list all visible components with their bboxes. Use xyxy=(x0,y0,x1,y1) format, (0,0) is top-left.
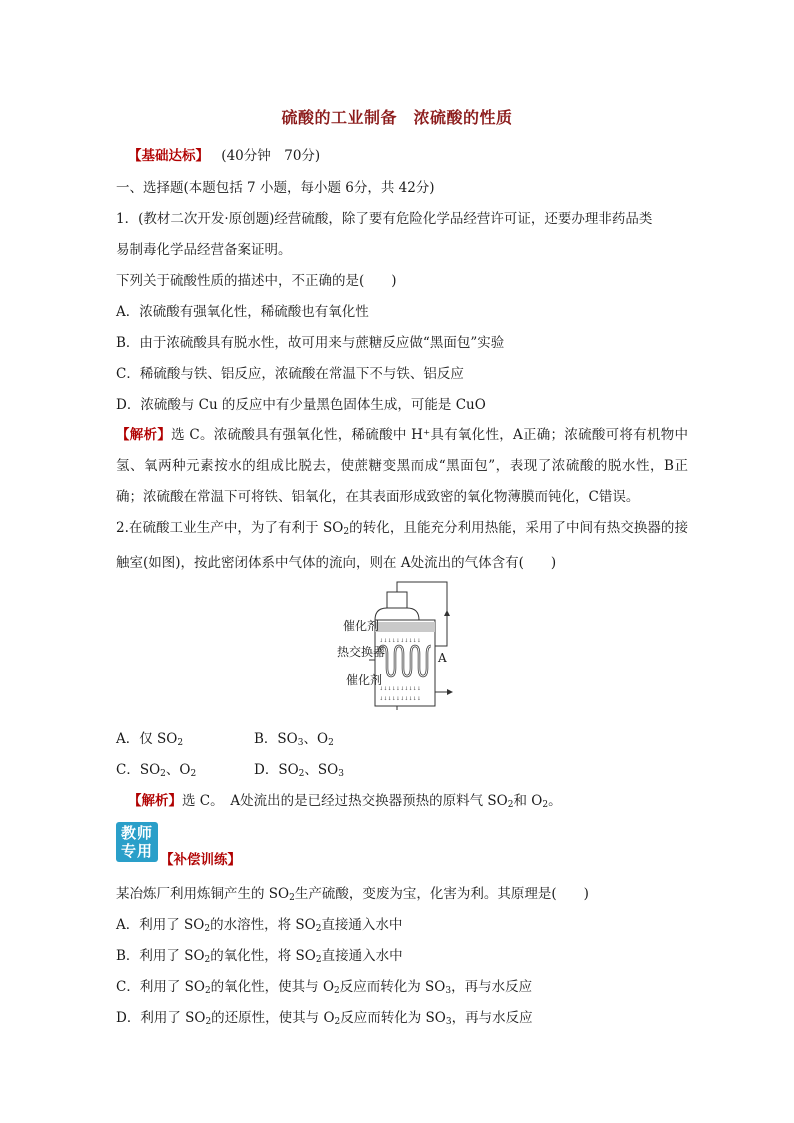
section-tag: 【基础达标】 xyxy=(128,148,209,164)
q1-stem-line1: 1．(教材二次开发·原创题)经营硫酸，除了要有危险化学品经营许可证，还要办理非药品类 xyxy=(116,211,653,227)
label-catalyst-bottom: 催化剂 xyxy=(346,673,383,687)
q1-analysis-tag: 【解析】 xyxy=(116,427,172,443)
q1-question: 下列关于硫酸性质的描述中，不正确的是( ) xyxy=(116,273,397,289)
supplement-option-a: A．利用了 $SO_2$的水溶性，将 $SO_2$直接通入水中 xyxy=(116,917,403,934)
supplement-heading xyxy=(160,850,740,870)
supplement-stem: 某冶炼厂利用炼铜产生的 $SO_2$生产硫酸，变废为宝，化害为利。其原理是( ) xyxy=(116,886,589,903)
q2-option-d: D．$SO_2$、$SO_3$ xyxy=(254,762,344,779)
q2-option-a: A．仅 $SO_2$ xyxy=(116,731,184,748)
q1-option-a: A．浓硫酸有强氧化性，稀硫酸也有氧化性 xyxy=(116,304,369,320)
q2-analysis-tag: 【解析】 xyxy=(128,793,182,809)
supplement-option-b: B．利用了 $SO_2$的氧化性，将 $SO_2$直接通入水中 xyxy=(116,948,403,965)
label-heat-exchanger: 热交换器 xyxy=(337,645,386,659)
q1-stem-line2: 易制毒化学品经营备案证明。 xyxy=(116,242,292,258)
svg-text:↓↓↓↓↓↓↓↓↓↓: ↓↓↓↓↓↓↓↓↓↓ xyxy=(379,686,421,692)
svg-text:↓↓↓↓↓↓↓↓↓↓: ↓↓↓↓↓↓↓↓↓↓ xyxy=(379,696,421,702)
q1-analysis xyxy=(116,420,688,513)
supplement-tag: 【补偿训练】 xyxy=(160,852,241,868)
svg-text:↓↓↓↓↓↓↓↓↓↓: ↓↓↓↓↓↓↓↓↓↓ xyxy=(379,638,421,644)
catalyst-layer-top xyxy=(375,622,435,632)
page-title: 硫酸的工业制备 浓硫酸的性质 xyxy=(281,108,513,127)
supplement-option-c: C．利用了 $SO_2$的氧化性，使其与 $O_2$反应而转化为 $SO_3$，再与水反应 xyxy=(116,979,533,996)
q1-option-b: B．由于浓硫酸具有脱水性，故可用来与蔗糖反应做“黑面包”实验 xyxy=(116,335,505,351)
q2-option-b: B．$SO_3$、$O_2$ xyxy=(254,731,334,748)
part-heading: 一、选择题(本题包括 7 小题，每小题 6分，共 42分) xyxy=(116,180,435,196)
label-point-a: A xyxy=(438,651,447,665)
q2-analysis: 【解析】选 C。 A处流出的是已经过热交换器预热的原料气 $SO_2$和 $O_2$。 xyxy=(128,793,562,810)
q1-option-d: D．浓硫酸与 Cu 的反应中有少量黑色固体生成，可能是 CuO xyxy=(116,397,486,413)
supplement-option-d: D．利用了 $SO_2$的还原性，使其与 $O_2$反应而转化为 $SO_3$，再与水反应 xyxy=(116,1010,533,1027)
section-heading xyxy=(128,146,708,166)
label-catalyst-top: 催化剂 xyxy=(343,619,380,633)
q1-option-c: C．稀硫酸与铁、铝反应，浓硫酸在常温下不与铁、铝反应 xyxy=(116,366,464,382)
q2-stem: 2.在硫酸工业生产中，为了有利于 $SO_2$的转化，且能充分利用热能，采用了中间有热交换器的接触室(如图)，按此密闭体系中气体的流向，则在 A处流出的气体含有( ) xyxy=(116,520,688,571)
teacher-only-badge: 教师 专用 xyxy=(116,822,158,862)
q1-analysis-text: 选 C。浓硫酸具有强氧化性，稀硫酸中 H⁺具有氧化性，A正确；浓硫酸可将有机物中氢、氧两种元素按水的组成比脱去，使蔗糖变黑而成“黑面包”，表现了浓硫酸的脱水性，B正确；浓硫酸在常温下可将铁、铝氧化，在其表面形成致密的氧化物薄膜而钝化，C错误。 xyxy=(116,427,689,505)
q2-option-c: C．$SO_2$、$O_2$ xyxy=(116,762,197,779)
section-time: (40分钟 70分) xyxy=(221,148,321,164)
